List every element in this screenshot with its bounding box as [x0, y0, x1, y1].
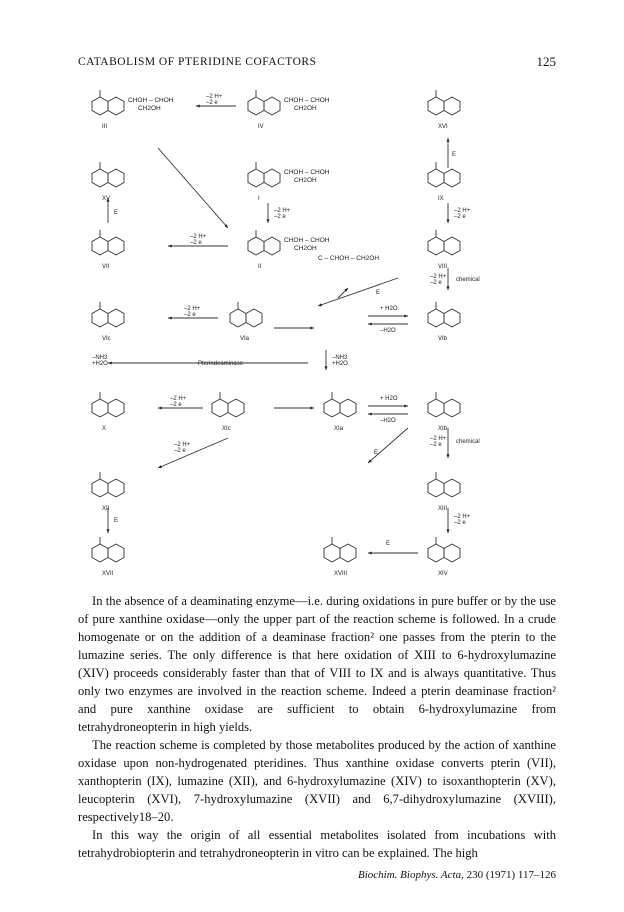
pteridine-structure	[428, 392, 460, 417]
reagent-label: –2 e	[274, 214, 286, 220]
reagent-label: –2 H+	[430, 274, 447, 280]
reagent-label: –H2O	[380, 418, 396, 424]
reagent-label: +H2O	[92, 361, 108, 367]
compound-label: III	[102, 124, 108, 130]
reagent-label: chemical	[456, 277, 480, 283]
pteridine-structure	[428, 472, 460, 497]
arrow-head	[168, 316, 172, 319]
side-chain-label: CHOH – CHOH	[128, 97, 174, 104]
reagent-label: + H2O	[380, 396, 398, 402]
arrow-head	[368, 551, 372, 554]
pteridine-structure	[428, 537, 460, 562]
pteridine-structure	[212, 392, 244, 417]
side-chain-label: CHOH – CHOH	[284, 237, 330, 244]
arrow-head	[196, 104, 200, 107]
running-header	[78, 56, 556, 72]
arrow-head	[446, 219, 449, 223]
running-title: CATABOLISM OF PTERIDINE COFACTORS	[78, 56, 317, 68]
reagent-label: + H2O	[380, 306, 398, 312]
compound-label: VIII	[438, 264, 448, 270]
compound-label: XV	[102, 196, 111, 202]
compound-label: IX	[438, 196, 444, 202]
reagent-label: –2 e	[174, 448, 186, 454]
reagent-label: +H2O	[332, 361, 348, 367]
pteridine-structure	[92, 162, 124, 187]
arrow-head	[404, 404, 408, 407]
side-chain-label: CHOH – CHOH	[284, 169, 330, 176]
compound-label: II	[258, 264, 262, 270]
compound-label: VIc	[102, 336, 111, 342]
arrow-head	[368, 412, 372, 415]
reagent-label: E	[374, 450, 379, 456]
pteridine-structure	[92, 392, 124, 417]
reagent-label: –2 e	[430, 442, 442, 448]
arrow-head	[266, 219, 269, 223]
side-chain-label: CH2OH	[294, 177, 317, 184]
pteridine-structure	[248, 90, 280, 115]
arrow-head	[108, 361, 112, 364]
reaction-scheme	[78, 78, 558, 590]
reagent-label: –2 H+	[274, 208, 291, 214]
reaction-arrow	[158, 438, 228, 468]
arrow-head	[310, 406, 314, 409]
reaction-arrow	[368, 428, 408, 463]
reagent-label: –2 H+	[190, 234, 207, 240]
body-text	[78, 592, 556, 862]
reagent-label: –2 e	[454, 214, 466, 220]
compound-label: XIa	[334, 426, 344, 432]
compound-label: XIb	[438, 426, 448, 432]
reagent-label: –2 e	[170, 402, 182, 408]
arrow-head	[310, 326, 314, 329]
paragraph-1: In the absence of a deaminating enzyme—i.e. during oxidations in pure buffer or by the use of pure xanthine oxidase—only the upper part of the reaction scheme is followed. In a crude homogenate or on the addition of a deaminase fraction² one passes from the pterin to the lumazine series. The only difference is that here oxidation of XIII to 6-hydroxylumazine (XIV) proceeds considerably faster than that of VIII to IX and is always quantitative. Thus only two enzymes are involved in the reaction scheme. Indeed a pterin deaminase fraction² and pure xanthine oxidase are sufficient to obtain 6-hydroxylumazine from tetrahydroneopterin in high yields.	[78, 594, 556, 734]
pteridine-structure	[428, 302, 460, 327]
reagent-label: E	[114, 518, 119, 524]
compound-label: XIV	[438, 571, 448, 577]
compound-label: X	[102, 426, 107, 432]
reagent-label: –NH3	[92, 355, 108, 361]
arrow-head	[446, 138, 449, 142]
arrow-head	[158, 406, 162, 409]
arrow-head	[446, 454, 449, 458]
compound-label: XVIII	[334, 571, 348, 577]
reaction-arrow	[318, 278, 398, 306]
reagent-label: E	[376, 290, 381, 296]
pteridine-structure	[248, 230, 280, 255]
pteridine-structure	[428, 162, 460, 187]
reagent-label: –2 H+	[206, 94, 223, 100]
pteridine-structure	[92, 472, 124, 497]
reagent-label: –2 e	[190, 240, 202, 246]
arrow-head	[446, 286, 449, 290]
side-chain-label: C – CHOH – CH2OH	[318, 255, 380, 262]
arrow-head	[404, 314, 408, 317]
reagent-label: E	[114, 210, 119, 216]
compound-label: I	[258, 196, 260, 202]
reagent-label: –2 H+	[174, 442, 191, 448]
pteridine-structure	[92, 302, 124, 327]
arrow-head	[324, 366, 327, 370]
reagent-label: –2 H+	[184, 306, 201, 312]
arrow-head	[106, 529, 109, 533]
pteridine-structure	[92, 230, 124, 255]
compound-label: VIb	[438, 336, 448, 342]
reagent-label: –2 H+	[454, 514, 471, 520]
reagent-label: –2 e	[430, 280, 442, 286]
reagent-label: –2 H+	[430, 436, 447, 442]
pteridine-structure	[428, 90, 460, 115]
reagent-label: chemical	[456, 439, 480, 445]
journal-volume: 230 (1971) 117–126	[466, 869, 556, 881]
reagent-label: –H2O	[380, 328, 396, 334]
side-chain-label: CHOH – CHOH	[284, 97, 330, 104]
journal-name: Biochim. Biophys. Acta,	[358, 869, 464, 881]
side-chain-label: CH2OH	[294, 105, 317, 112]
pteridine-structure	[230, 302, 262, 327]
compound-label: VII	[102, 264, 110, 270]
reagent-label: E	[386, 541, 391, 547]
reagent-label: –2 e	[184, 312, 196, 318]
reagent-label: –2 e	[206, 100, 218, 106]
reaction-arrow	[158, 148, 228, 228]
reagent-label: Pterindeaminase	[198, 361, 244, 367]
compound-label: XIII	[438, 506, 448, 512]
compound-label: XIc	[222, 426, 231, 432]
arrow-head	[368, 322, 372, 325]
pteridine-structure	[248, 162, 280, 187]
side-chain-label: CH2OH	[294, 245, 317, 252]
pteridine-structure	[92, 90, 124, 115]
page-number: 125	[536, 54, 556, 69]
compound-label: XII	[102, 506, 110, 512]
pteridine-structure	[324, 392, 356, 417]
reagent-label: –NH3	[332, 355, 348, 361]
arrow-head	[446, 529, 449, 533]
compound-label: VIa	[240, 336, 250, 342]
journal-footer	[322, 869, 556, 881]
paragraph-3: In this way the origin of all essential metabolites isolated from incubations with tetrahydrobiopterin and tetrahydroneopterin in vitro can be explained. The high	[78, 828, 556, 860]
compound-label: IV	[258, 124, 264, 130]
pteridine-structure	[428, 230, 460, 255]
reagent-label: –2 e	[454, 520, 466, 526]
compound-label: XVI	[438, 124, 448, 130]
reagent-label: –2 H+	[170, 396, 187, 402]
paragraph-2: The reaction scheme is completed by those metabolites produced by the action of xanthine oxidase upon non-hydrogenated pteridines. Thus xanthine oxidase converts pterin (VII), xanthopterin (IX), lumazine (XII), and 6-hydroxylumazine (XIV) to isoxanthopterin (XV), leucopterin (XVI), 7-hydroxylumazine (XVII) and 6,7-dihydroxylumazine (XVIII), respectively18–20.	[78, 738, 556, 824]
reagent-label: E	[452, 152, 457, 158]
pteridine-structure	[92, 537, 124, 562]
side-chain-label: CH2OH	[138, 105, 161, 112]
arrow-head	[318, 303, 322, 306]
arrow-head	[168, 244, 172, 247]
reagent-label: –2 H+	[454, 208, 471, 214]
pteridine-structure	[324, 537, 356, 562]
compound-label: XVII	[102, 571, 114, 577]
